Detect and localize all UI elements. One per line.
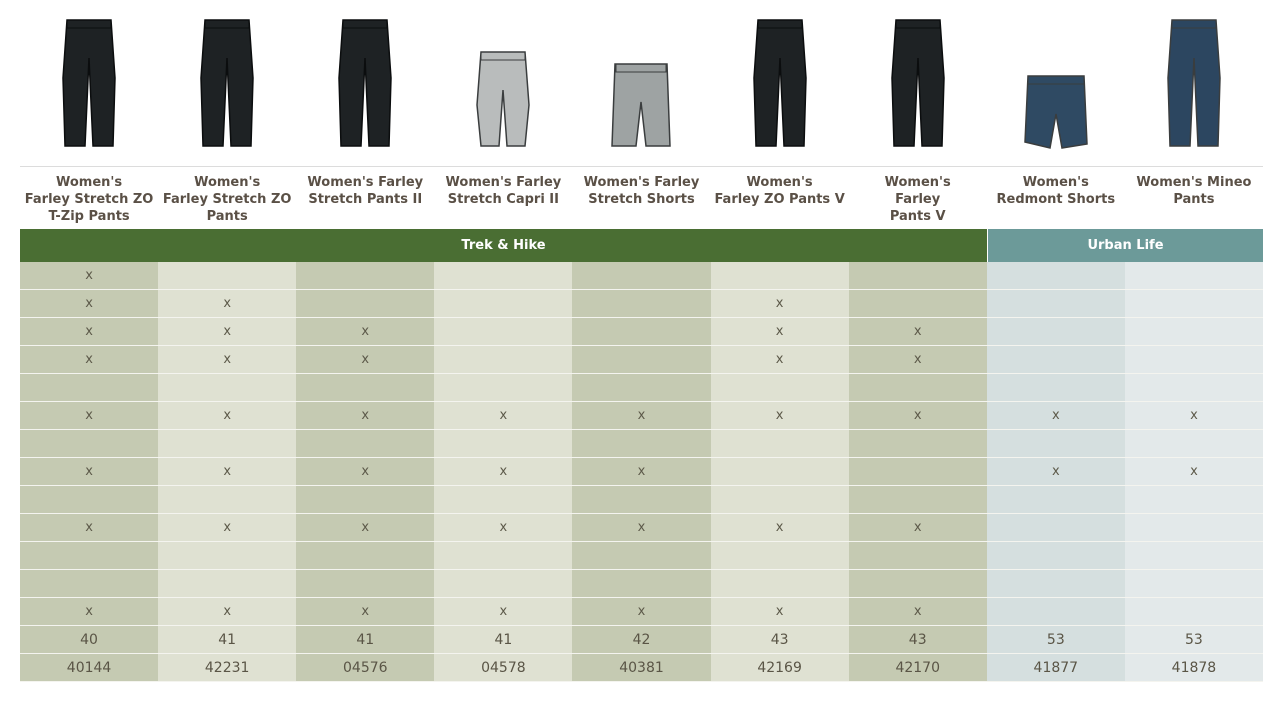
feature-cell — [572, 318, 710, 346]
feature-cell: x — [572, 458, 710, 486]
long-pants-black-icon — [61, 18, 117, 150]
product-image-9 — [1125, 0, 1263, 166]
feature-cell — [158, 262, 296, 290]
article-number-cell: 04578 — [434, 654, 572, 682]
feature-cell: x — [711, 402, 849, 430]
feature-cell — [434, 290, 572, 318]
feature-row — [20, 514, 1263, 542]
feature-cell: x — [1125, 458, 1263, 486]
feature-cell — [20, 570, 158, 598]
feature-cell: x — [711, 318, 849, 346]
size-row — [20, 626, 1263, 654]
product-image-6 — [711, 0, 849, 166]
size-cell: 53 — [1125, 626, 1263, 654]
feature-cell — [572, 346, 710, 374]
feature-cell — [296, 290, 434, 318]
size-cell: 40 — [20, 626, 158, 654]
feature-cell: x — [1125, 402, 1263, 430]
feature-cell — [434, 318, 572, 346]
feature-cell — [987, 570, 1125, 598]
feature-cell — [1125, 318, 1263, 346]
feature-cell — [711, 374, 849, 402]
feature-cell — [158, 374, 296, 402]
feature-cell: x — [20, 262, 158, 290]
feature-cell — [20, 374, 158, 402]
feature-cell — [1125, 542, 1263, 570]
feature-cell — [20, 486, 158, 514]
feature-cell: x — [20, 318, 158, 346]
feature-cell — [987, 598, 1125, 626]
feature-cell — [987, 346, 1125, 374]
feature-cell: x — [158, 346, 296, 374]
feature-cell: x — [296, 402, 434, 430]
feature-cell — [711, 430, 849, 458]
feature-cell: x — [158, 514, 296, 542]
feature-cell: x — [434, 458, 572, 486]
feature-cell: x — [572, 598, 710, 626]
feature-cell — [434, 542, 572, 570]
feature-cell — [711, 458, 849, 486]
article-number-cell: 42170 — [849, 654, 987, 682]
feature-cell — [434, 374, 572, 402]
feature-cell — [158, 430, 296, 458]
product-name-9: Women's Mineo Pants — [1136, 175, 1252, 207]
product-image-2 — [158, 0, 296, 166]
feature-cell — [849, 542, 987, 570]
capri-pants-grey-icon — [475, 50, 531, 150]
feature-cell: x — [849, 318, 987, 346]
feature-cell: x — [849, 598, 987, 626]
feature-cell — [572, 570, 710, 598]
product-image-4 — [434, 0, 572, 166]
feature-row — [20, 262, 1263, 290]
feature-cell: x — [158, 458, 296, 486]
size-cell: 42 — [572, 626, 710, 654]
article-number-cell: 42231 — [158, 654, 296, 682]
product-image-1 — [20, 0, 158, 166]
feature-row — [20, 346, 1263, 374]
feature-cell: x — [572, 402, 710, 430]
feature-cell — [849, 486, 987, 514]
feature-cell: x — [20, 458, 158, 486]
article-number-cell: 40144 — [20, 654, 158, 682]
long-pants-black-icon — [337, 18, 393, 150]
feature-cell — [572, 486, 710, 514]
feature-row — [20, 290, 1263, 318]
feature-cell — [434, 570, 572, 598]
feature-cell — [1125, 374, 1263, 402]
feature-cell — [296, 542, 434, 570]
feature-cell — [987, 486, 1125, 514]
feature-cell — [711, 486, 849, 514]
feature-cell — [849, 458, 987, 486]
feature-cell — [987, 318, 1125, 346]
feature-cell: x — [296, 318, 434, 346]
feature-cell: x — [296, 514, 434, 542]
feature-cell — [1125, 262, 1263, 290]
feature-cell: x — [434, 402, 572, 430]
product-name-row — [20, 167, 1263, 229]
long-pants-black-icon — [752, 18, 808, 150]
feature-cell: x — [434, 598, 572, 626]
feature-cell — [572, 262, 710, 290]
feature-cell — [434, 346, 572, 374]
feature-row — [20, 374, 1263, 402]
feature-cell — [849, 430, 987, 458]
feature-cell — [849, 374, 987, 402]
article-number-cell: 42169 — [711, 654, 849, 682]
feature-cell — [1125, 514, 1263, 542]
feature-cell — [1125, 346, 1263, 374]
size-cell: 41 — [296, 626, 434, 654]
size-cell: 41 — [158, 626, 296, 654]
feature-cell — [158, 542, 296, 570]
product-name-4: Women's Farley Stretch Capri II — [445, 175, 562, 207]
article-number-cell: 40381 — [572, 654, 710, 682]
feature-cell — [296, 486, 434, 514]
feature-cell: x — [296, 598, 434, 626]
feature-row — [20, 542, 1263, 570]
feature-cell: x — [296, 458, 434, 486]
feature-cell — [20, 430, 158, 458]
feature-cell — [158, 486, 296, 514]
category-urban-life: Urban Life — [987, 229, 1263, 262]
feature-cell: x — [20, 346, 158, 374]
feature-cell: x — [711, 598, 849, 626]
feature-cell — [711, 570, 849, 598]
feature-cell — [849, 570, 987, 598]
feature-cell — [572, 542, 710, 570]
feature-cell — [296, 374, 434, 402]
feature-cell — [296, 570, 434, 598]
feature-cell: x — [434, 514, 572, 542]
product-image-7 — [849, 0, 987, 166]
feature-cell: x — [158, 598, 296, 626]
feature-cell — [987, 542, 1125, 570]
feature-cell — [849, 262, 987, 290]
feature-cell: x — [572, 514, 710, 542]
feature-cell — [711, 542, 849, 570]
feature-cell — [1125, 290, 1263, 318]
feature-cell: x — [158, 318, 296, 346]
feature-cell: x — [711, 346, 849, 374]
product-image-5 — [572, 0, 710, 166]
feature-cell — [434, 430, 572, 458]
feature-cell: x — [158, 290, 296, 318]
long-pants-black-icon — [890, 18, 946, 150]
feature-cell: x — [20, 598, 158, 626]
feature-cell — [20, 542, 158, 570]
feature-cell: x — [711, 290, 849, 318]
feature-cell — [1125, 430, 1263, 458]
article-number-cell: 04576 — [296, 654, 434, 682]
feature-row — [20, 430, 1263, 458]
feature-cell — [296, 430, 434, 458]
feature-cell — [434, 486, 572, 514]
feature-cell: x — [20, 402, 158, 430]
feature-cell — [572, 290, 710, 318]
feature-cell — [434, 262, 572, 290]
category-header-row — [20, 229, 1263, 262]
product-name-2: Women's Farley Stretch ZO Pants — [162, 175, 292, 224]
feature-row — [20, 598, 1263, 626]
feature-cell: x — [711, 514, 849, 542]
size-cell: 43 — [849, 626, 987, 654]
feature-cell: x — [849, 514, 987, 542]
feature-grid — [20, 262, 1263, 682]
feature-cell — [296, 262, 434, 290]
article-number-cell: 41877 — [987, 654, 1125, 682]
feature-cell: x — [849, 346, 987, 374]
feature-row — [20, 318, 1263, 346]
size-cell: 43 — [711, 626, 849, 654]
feature-cell — [158, 570, 296, 598]
product-name-3: Women's Farley Stretch Pants II — [307, 175, 424, 207]
product-comparison-table — [20, 0, 1263, 682]
feature-row — [20, 402, 1263, 430]
product-name-5: Women's Farley Stretch Shorts — [583, 175, 700, 207]
product-image-8 — [987, 0, 1125, 166]
shorts-grey-icon — [610, 62, 672, 150]
product-image-row — [20, 0, 1263, 167]
product-image-3 — [296, 0, 434, 166]
feature-cell — [1125, 486, 1263, 514]
feature-cell: x — [987, 402, 1125, 430]
feature-cell — [572, 430, 710, 458]
feature-cell — [987, 430, 1125, 458]
feature-cell — [849, 290, 987, 318]
long-pants-black-icon — [199, 18, 255, 150]
feature-cell — [987, 374, 1125, 402]
feature-cell: x — [158, 402, 296, 430]
article-number-cell: 41878 — [1125, 654, 1263, 682]
shorts-navy-icon — [1024, 74, 1088, 150]
feature-cell: x — [987, 458, 1125, 486]
feature-cell — [1125, 598, 1263, 626]
product-name-1: Women's Farley Stretch ZO T-Zip Pants — [24, 175, 154, 224]
feature-cell — [987, 262, 1125, 290]
category-trek-hike: Trek & Hike — [20, 229, 987, 262]
feature-cell — [1125, 570, 1263, 598]
feature-cell — [987, 290, 1125, 318]
feature-cell: x — [849, 402, 987, 430]
size-cell: 41 — [434, 626, 572, 654]
product-name-6: Women's Farley ZO Pants V — [714, 175, 845, 207]
feature-row — [20, 486, 1263, 514]
feature-cell: x — [20, 514, 158, 542]
size-cell: 53 — [987, 626, 1125, 654]
product-name-8: Women's Redmont Shorts — [996, 175, 1116, 207]
feature-cell — [987, 514, 1125, 542]
article-number-row — [20, 654, 1263, 682]
feature-row — [20, 458, 1263, 486]
feature-cell — [572, 374, 710, 402]
feature-row — [20, 570, 1263, 598]
product-name-7: Women's Farley Pants V — [884, 175, 951, 224]
long-pants-navy-icon — [1166, 18, 1222, 150]
feature-cell: x — [296, 346, 434, 374]
feature-cell — [711, 262, 849, 290]
feature-cell: x — [20, 290, 158, 318]
